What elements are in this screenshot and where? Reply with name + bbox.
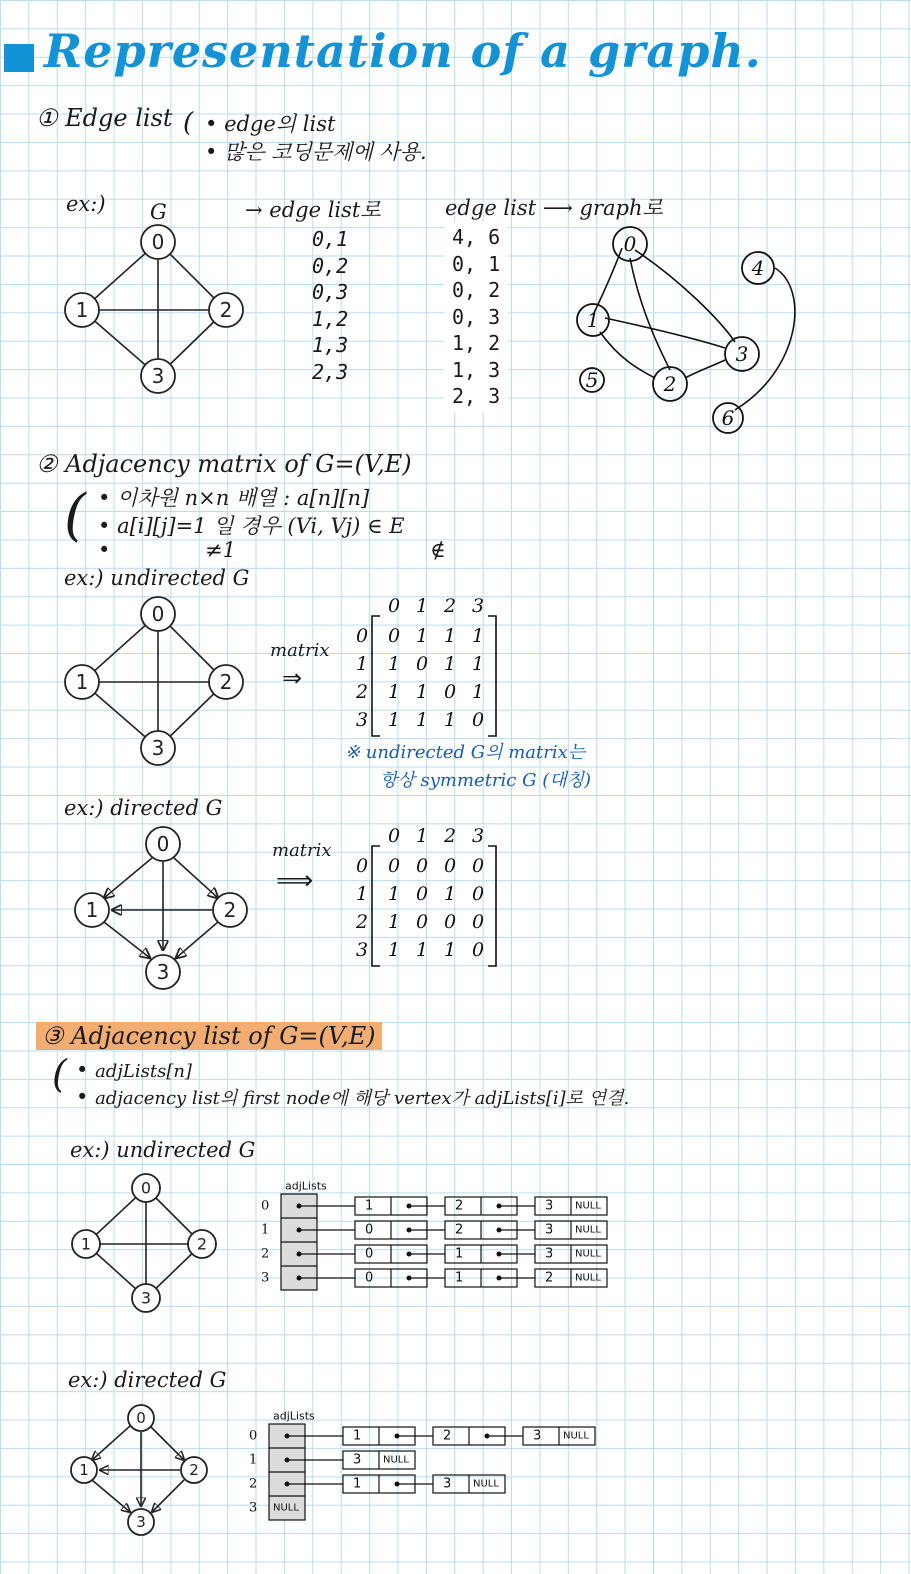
svg-text:2: 2 bbox=[219, 670, 233, 694]
adjacency-list-heading: ③ Adjacency list of G=(V,E) bbox=[36, 1022, 382, 1050]
svg-text:1: 1 bbox=[586, 308, 600, 332]
undirected-example-label: ex:) undirected G bbox=[64, 566, 250, 590]
node-value: 2 bbox=[443, 1428, 452, 1444]
matrix-cell: 1 bbox=[415, 625, 429, 647]
edge-item: 0,1 bbox=[312, 227, 349, 251]
directed-adjacency-list bbox=[243, 1408, 623, 1518]
brace-icon: ( bbox=[52, 1052, 67, 1096]
node-value: 1 bbox=[353, 1428, 362, 1444]
row-index: 1 bbox=[249, 1452, 258, 1468]
node-value: 0 bbox=[365, 1246, 374, 1262]
svg-text:2: 2 bbox=[189, 1461, 199, 1479]
matrix-cell: 0 bbox=[415, 911, 429, 933]
node-value: 3 bbox=[443, 1476, 452, 1492]
svg-text:1: 1 bbox=[79, 1461, 89, 1479]
svg-text:6: 6 bbox=[721, 406, 735, 430]
node-value: 1 bbox=[455, 1270, 464, 1286]
graph-g-undirected-1 bbox=[60, 220, 260, 400]
svg-text:2: 2 bbox=[223, 898, 237, 922]
edge-list-item: 1, 3 bbox=[452, 357, 501, 382]
adj-lists-label: adjLists bbox=[285, 1179, 327, 1193]
matrix-cell: 0 bbox=[443, 681, 457, 703]
adjacency-matrix-heading: ② Adjacency matrix of G=(V,E) bbox=[36, 450, 412, 478]
undirected-adjacency-list bbox=[255, 1178, 635, 1308]
matrix-col-header: 0 bbox=[387, 595, 401, 617]
row-index: 0 bbox=[249, 1428, 258, 1444]
edge-item: 1,3 bbox=[312, 333, 349, 357]
node-value: 3 bbox=[545, 1198, 554, 1214]
symmetric-note-line-2: 항상 symmetric G (대칭) bbox=[380, 770, 592, 791]
edge-list-item: 0, 3 bbox=[452, 304, 501, 329]
matrix-left-bracket bbox=[372, 616, 380, 736]
matrix-col-header: 3 bbox=[471, 825, 485, 847]
adj-lists-label: adjLists bbox=[273, 1409, 315, 1423]
matrix-cell: 1 bbox=[415, 709, 429, 731]
row-index: 3 bbox=[249, 1500, 258, 1516]
null-label: NULL bbox=[273, 1502, 299, 1514]
row-index: 2 bbox=[261, 1246, 270, 1262]
brace-icon: ( bbox=[64, 483, 86, 548]
svg-text:2: 2 bbox=[219, 298, 233, 322]
node-value: 1 bbox=[353, 1476, 362, 1492]
node-value: 2 bbox=[455, 1222, 464, 1238]
matrix-cell: 0 bbox=[415, 883, 429, 905]
edge-list-heading: ① Edge list bbox=[36, 104, 173, 132]
svg-text:0: 0 bbox=[151, 230, 165, 254]
edge-item: 1,2 bbox=[312, 306, 349, 331]
matrix-col-header: 2 bbox=[443, 825, 457, 847]
graph-g-directed-2 bbox=[66, 1402, 226, 1552]
matrix-cell: 1 bbox=[471, 681, 485, 703]
row-index: 1 bbox=[261, 1222, 270, 1238]
matrix-col-header: 1 bbox=[415, 825, 429, 847]
null-label: NULL bbox=[575, 1200, 601, 1212]
node-value: 2 bbox=[545, 1270, 554, 1286]
matrix-cell: 0 bbox=[387, 625, 401, 647]
edge-list-bullet-2: • 많은 코딩문제에 사용. bbox=[205, 140, 427, 164]
matrix-cell: 1 bbox=[443, 939, 457, 961]
matrix-cell: 0 bbox=[443, 911, 457, 933]
matrix-cell: 1 bbox=[415, 939, 429, 961]
undirected-example-label-2: ex:) undirected G bbox=[70, 1138, 256, 1162]
matrix-cell: 0 bbox=[471, 939, 485, 961]
matrix-col-header: 3 bbox=[471, 595, 485, 617]
matrix-col-header: 1 bbox=[415, 595, 429, 617]
matrix-row-header: 0 bbox=[355, 855, 369, 877]
matrix-cell: 1 bbox=[387, 911, 401, 933]
edge-list-item: 4, 6 bbox=[452, 225, 501, 249]
svg-text:0: 0 bbox=[623, 232, 637, 256]
matrix-label-1: matrix bbox=[270, 640, 330, 661]
matrix-cell: 1 bbox=[387, 939, 401, 961]
edge-item: 2,3 bbox=[312, 359, 349, 384]
matrix-row-header: 0 bbox=[355, 625, 369, 647]
graph-g-undirected-3 bbox=[68, 1172, 228, 1322]
edge-list-bullet-1: • edge의 list bbox=[205, 112, 336, 136]
matrix-cell: 1 bbox=[443, 653, 457, 675]
to-edge-list-label: → edge list로 bbox=[245, 198, 381, 222]
node-value: 3 bbox=[533, 1428, 542, 1444]
matrix-right-bracket bbox=[488, 846, 496, 966]
null-label: NULL bbox=[563, 1430, 589, 1442]
svg-text:4: 4 bbox=[751, 256, 765, 280]
matrix-row-header: 1 bbox=[355, 883, 369, 905]
svg-text:3: 3 bbox=[735, 342, 749, 366]
node-value: 1 bbox=[365, 1198, 374, 1214]
matrix-col-header: 2 bbox=[443, 595, 457, 617]
matrix-cell: 1 bbox=[387, 883, 401, 905]
svg-text:2: 2 bbox=[663, 372, 677, 396]
row-index: 2 bbox=[249, 1476, 258, 1492]
long-implies-arrow-icon: ⟹ bbox=[276, 866, 314, 896]
symmetric-note-line-1: ※ undirected G의 matrix는 bbox=[345, 742, 586, 763]
matrix-col-header: 0 bbox=[387, 825, 401, 847]
svg-text:0: 0 bbox=[156, 832, 170, 856]
matrix-cell: 1 bbox=[443, 625, 457, 647]
svg-text:3: 3 bbox=[151, 736, 165, 760]
node-value: 0 bbox=[365, 1270, 374, 1286]
edge-list-item: 2, 3 bbox=[452, 384, 501, 408]
graph-g-undirected-2 bbox=[60, 592, 260, 772]
edge-list-item: 1, 2 bbox=[452, 331, 501, 355]
page-title: Representation of a graph. bbox=[44, 24, 762, 78]
svg-text:1: 1 bbox=[75, 298, 89, 322]
implies-arrow-icon: ⇒ bbox=[282, 664, 303, 692]
node-value: 0 bbox=[365, 1222, 374, 1238]
directed-example-label-2: ex:) directed G bbox=[68, 1368, 227, 1392]
matrix-row-header: 2 bbox=[355, 911, 369, 933]
node-value: 3 bbox=[545, 1246, 554, 1262]
matrix-row-header: 2 bbox=[355, 681, 369, 703]
adj-list-bullet-1: • adjLists[n] bbox=[76, 1058, 192, 1082]
matrix-cell: 1 bbox=[387, 709, 401, 731]
graph-from-edge-list bbox=[560, 220, 820, 450]
matrix-cell: 1 bbox=[471, 653, 485, 675]
matrix-row-header: 1 bbox=[355, 653, 369, 675]
matrix-cell: 1 bbox=[415, 681, 429, 703]
matrix-cell: 0 bbox=[387, 855, 401, 877]
svg-text:0: 0 bbox=[151, 602, 165, 626]
matrix-label-2: matrix bbox=[272, 840, 332, 861]
node-value: 2 bbox=[455, 1198, 464, 1214]
matrix-cell: 0 bbox=[471, 911, 485, 933]
directed-example-label: ex:) directed G bbox=[64, 796, 223, 820]
svg-text:0: 0 bbox=[140, 1178, 152, 1198]
svg-text:3: 3 bbox=[151, 364, 165, 388]
node-value: 3 bbox=[353, 1452, 362, 1468]
svg-text:2: 2 bbox=[196, 1234, 208, 1254]
row-index: 3 bbox=[261, 1270, 270, 1286]
matrix-cell: 1 bbox=[387, 653, 401, 675]
node-value: 1 bbox=[455, 1246, 464, 1262]
matrix-cell: 1 bbox=[471, 625, 485, 647]
edge-list-item: 0, 1 bbox=[452, 251, 501, 276]
graph-name-label: G bbox=[150, 200, 167, 224]
matrix-cell: 1 bbox=[443, 709, 457, 731]
edge-list-item: 0, 2 bbox=[452, 278, 501, 302]
matrix-cell: 0 bbox=[471, 855, 485, 877]
null-label: NULL bbox=[383, 1454, 409, 1466]
svg-text:1: 1 bbox=[75, 670, 89, 694]
svg-text:3: 3 bbox=[140, 1288, 152, 1308]
matrix-cell: 0 bbox=[415, 653, 429, 675]
matrix-bullet-3: • bbox=[98, 538, 111, 562]
svg-text:3: 3 bbox=[156, 960, 170, 984]
matrix-bullet-2: • a[i][j]=1 일 경우 (Vi, Vj) ∈ E bbox=[98, 514, 405, 538]
matrix-left-bracket bbox=[372, 846, 380, 966]
matrix-cell: 1 bbox=[387, 681, 401, 703]
adj-list-bullet-2: • adjacency list의 first node에 해당 vertex가 adjLists[i]로 연결. bbox=[76, 1085, 630, 1109]
graph-g-directed-1 bbox=[70, 822, 270, 1002]
null-label: NULL bbox=[473, 1478, 499, 1490]
row-index: 0 bbox=[261, 1198, 270, 1214]
svg-text:1: 1 bbox=[85, 898, 99, 922]
edge-list-table bbox=[444, 222, 508, 412]
svg-text:1: 1 bbox=[80, 1234, 92, 1254]
node-value: 3 bbox=[545, 1222, 554, 1238]
svg-text:5: 5 bbox=[585, 368, 599, 392]
edgelist-to-graph-label: edge list ⟶ graph로 bbox=[445, 196, 663, 220]
edges-from-g-list bbox=[312, 226, 348, 385]
matrix-bullet-1: • 이차원 n×n 배열 : a[n][n] bbox=[98, 486, 370, 510]
example-label: ex:) bbox=[66, 192, 106, 216]
matrix-cell: 1 bbox=[443, 883, 457, 905]
not-in-symbol: ∉ bbox=[430, 538, 446, 562]
matrix-cell: 0 bbox=[443, 855, 457, 877]
svg-text:0: 0 bbox=[136, 1409, 146, 1427]
svg-text:3: 3 bbox=[136, 1513, 146, 1531]
matrix-right-bracket bbox=[488, 616, 496, 736]
brace-icon: ( bbox=[183, 108, 194, 138]
null-label: NULL bbox=[575, 1272, 601, 1284]
matrix-cell: 0 bbox=[415, 855, 429, 877]
matrix-row-header: 3 bbox=[355, 939, 369, 961]
edge-item: 0,3 bbox=[312, 280, 349, 304]
not-equal-one: ≠1 bbox=[205, 538, 236, 562]
edge-item: 0,2 bbox=[312, 253, 349, 278]
null-label: NULL bbox=[575, 1248, 601, 1260]
matrix-cell: 0 bbox=[471, 883, 485, 905]
matrix-row-header: 3 bbox=[355, 709, 369, 731]
null-label: NULL bbox=[575, 1224, 601, 1236]
undirected-adjacency-matrix bbox=[350, 592, 510, 742]
title-square-icon bbox=[4, 44, 34, 72]
matrix-cell: 0 bbox=[471, 709, 485, 731]
directed-adjacency-matrix bbox=[350, 822, 510, 972]
